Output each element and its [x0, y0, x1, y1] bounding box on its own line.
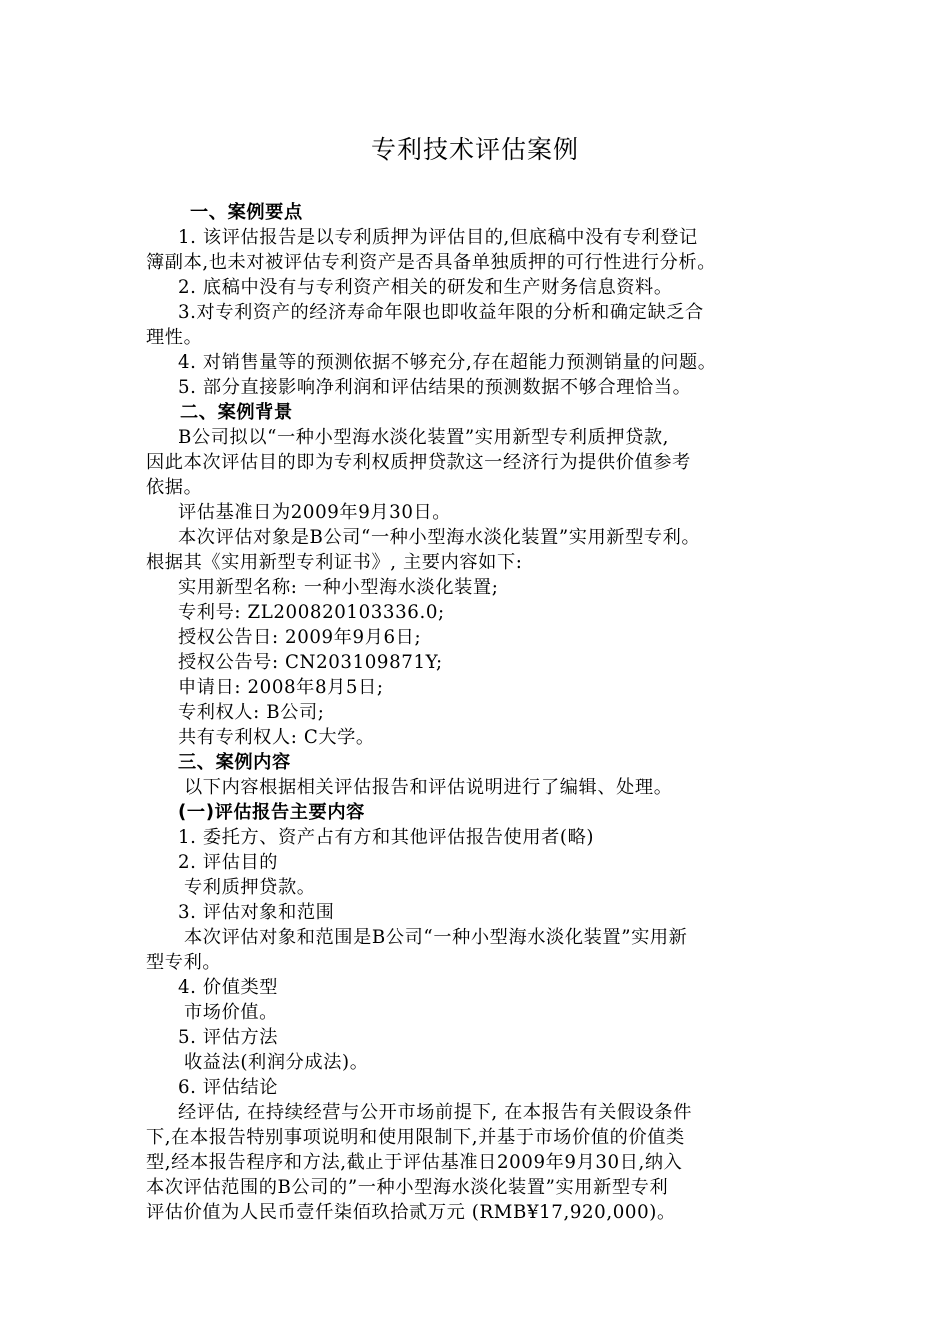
text-line: 5. 评估方法: [178, 1027, 279, 1048]
text-line: 因此本次评估目的即为专利权质押贷款这一经济行为提供价值参考: [146, 452, 691, 473]
text-line: 4. 价值类型: [178, 977, 279, 998]
text-line: 共有专利权人: C大学。: [178, 727, 375, 748]
section-heading: 一、案例要点: [190, 202, 303, 223]
text-line: 2. 评估目的: [178, 852, 279, 873]
text-line: 型专利。: [146, 952, 222, 973]
text-line: 授权公告日: 2009年9月6日;: [178, 627, 422, 648]
text-line: 3.对专利资产的经济寿命年限也即收益年限的分析和确定缺乏合: [178, 302, 704, 323]
text-line: 3. 评估对象和范围: [178, 902, 335, 923]
document-body: [146, 200, 816, 1225]
text-line: 经评估, 在持续经营与公开市场前提下, 在本报告有关假设条件: [178, 1102, 693, 1123]
text-line: 1. 该评估报告是以专利质押为评估目的,但底稿中没有专利登记: [178, 227, 698, 248]
section-heading: 三、案例内容: [178, 752, 291, 773]
text-line: 专利质押贷款。: [184, 877, 316, 898]
text-line: 收益法(利润分成法)。: [184, 1052, 369, 1073]
text-line: 本次评估对象是B公司“一种小型海水淡化装置”实用新型专利。: [178, 527, 701, 548]
text-line: 市场价值。: [184, 1002, 278, 1023]
text-line: 实用新型名称: 一种小型海水淡化装置;: [178, 577, 499, 598]
document-title: 专利技术评估案例: [370, 135, 579, 164]
text-line: 授权公告号: CN203109871Y;: [178, 652, 443, 673]
text-line: 专利号: ZL200820103336.0;: [178, 602, 445, 623]
text-line: 本次评估对象和范围是B公司“一种小型海水淡化装置”实用新: [184, 927, 688, 948]
section-heading: 二、案例背景: [180, 402, 293, 423]
section-heading: (一)评估报告主要内容: [178, 802, 365, 823]
text-line: 1. 委托方、资产占有方和其他评估报告使用者(略): [178, 827, 595, 848]
text-line: 型,经本报告程序和方法,截止于评估基准日2009年9月30日,纳入: [146, 1152, 683, 1173]
text-line: 申请日: 2008年8月5日;: [178, 677, 384, 698]
text-line: 依据。: [146, 477, 203, 498]
text-line: 5. 部分直接影响净利润和评估结果的预测数据不够合理恰当。: [178, 377, 692, 398]
text-line: 根据其《实用新型专利证书》, 主要内容如下:: [146, 552, 523, 573]
text-line: 簿副本,也未对被评估专利资产是否具备单独质押的可行性进行分析。: [146, 252, 717, 273]
text-line: 理性。: [146, 327, 203, 348]
text-line: 以下内容根据相关评估报告和评估说明进行了编辑、处理。: [184, 777, 673, 798]
text-line: 2. 底稿中没有与专利资产相关的研发和生产财务信息资料。: [178, 277, 673, 298]
text-line: 评估价值为人民币壹仟柒佰玖拾贰万元 (RMB¥17,920,000)。: [146, 1202, 676, 1223]
text-line: 评估基准日为2009年9月30日。: [178, 502, 452, 523]
text-line: 本次评估范围的B公司的”一种小型海水淡化装置”实用新型专利: [146, 1177, 669, 1198]
text-line: 6. 评估结论: [178, 1077, 279, 1098]
text-line: 4. 对销售量等的预测依据不够充分,存在超能力预测销量的问题。: [178, 352, 717, 373]
text-line: 专利权人: B公司;: [178, 702, 325, 723]
text-line: B公司拟以“一种小型海水淡化装置”实用新型专利质押贷款,: [178, 427, 670, 448]
text-line: 下,在本报告特别事项说明和使用限制下,并基于市场价值的价值类: [146, 1127, 685, 1148]
